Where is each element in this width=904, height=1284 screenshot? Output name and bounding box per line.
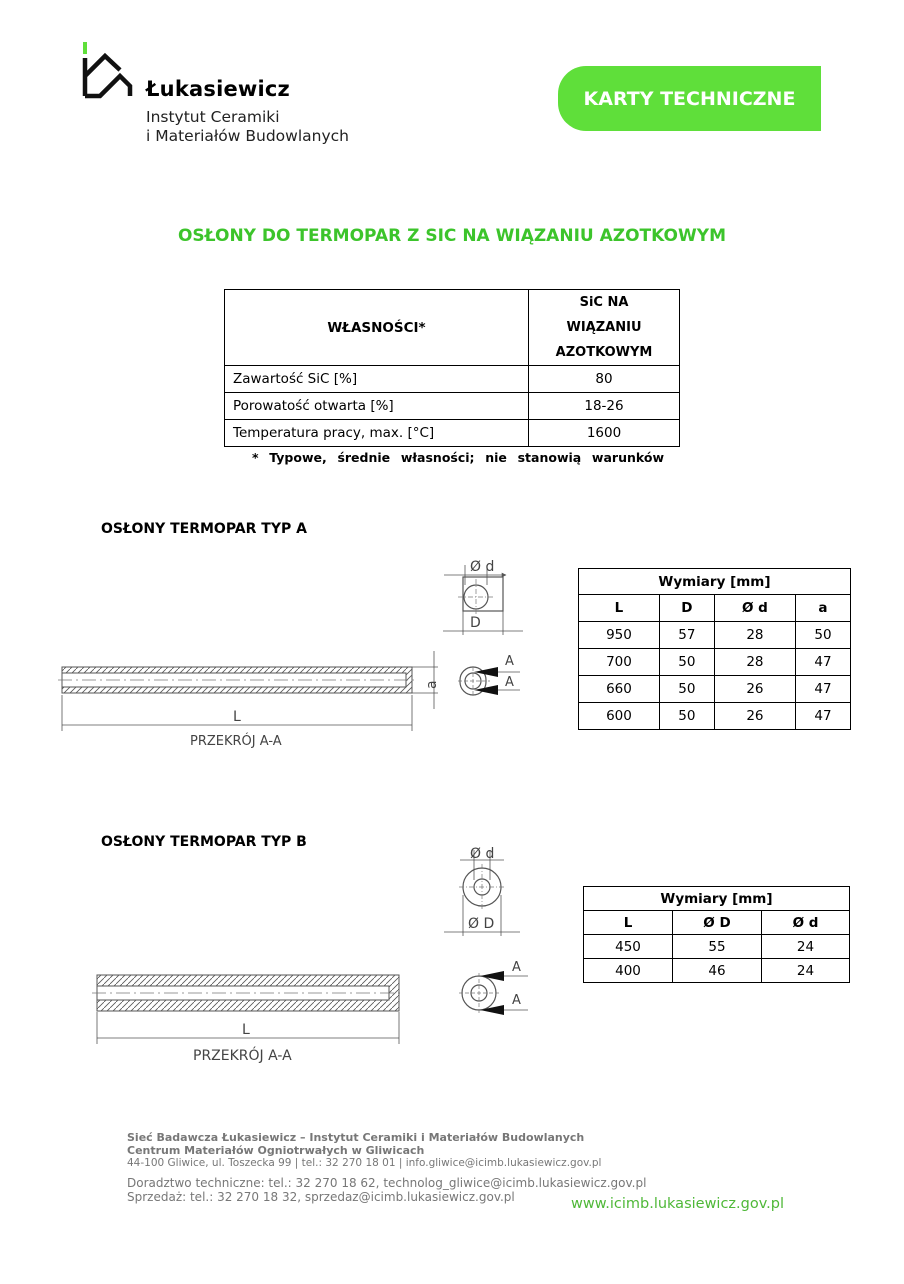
logo-subtitle-1: Instytut Ceramiki	[146, 108, 280, 126]
table-header-row	[579, 595, 851, 622]
type-b-label-A-bottom: A	[512, 993, 521, 1008]
table-cell: 50	[659, 676, 714, 703]
type-b-label-A-top: A	[512, 960, 521, 975]
column-header: L	[579, 595, 660, 622]
property-value: 1600	[529, 420, 680, 447]
table-cell: 57	[659, 622, 714, 649]
type-a-label-L: L	[233, 709, 241, 725]
header-material-line-3: AZOTKOWYM	[555, 345, 653, 360]
footer-line-1: Sieć Badawcza Łukasiewicz – Instytut Ceramiki i Materiałów Budowlanych	[127, 1131, 585, 1144]
section-b-title: OSŁONY TERMOPAR TYP B	[101, 834, 307, 850]
type-a-label-d: Ø d	[470, 559, 495, 575]
property-value: 18-26	[529, 393, 680, 420]
table-cell: 400	[584, 959, 673, 983]
table-cell: 47	[795, 676, 850, 703]
type-a-drawing	[40, 555, 580, 755]
type-b-label-d: Ø d	[470, 846, 495, 862]
type-a-label-A-top: A	[505, 654, 514, 669]
column-header: a	[795, 595, 850, 622]
table-row	[579, 649, 851, 676]
table-caption-row	[584, 887, 850, 911]
table-row	[579, 703, 851, 730]
table-caption: Wymiary [mm]	[579, 569, 851, 595]
type-a-section-label: PRZEKRÓJ A-A	[190, 734, 282, 749]
type-b-drawing	[80, 840, 560, 1070]
table-cell: 450	[584, 935, 673, 959]
table-header-row	[584, 911, 850, 935]
table-cell: 26	[714, 703, 795, 730]
page-title: OSŁONY DO TERMOPAR Z SIC NA WIĄZANIU AZOTKOWYM	[177, 226, 726, 246]
header-material-line-2: WIĄZANIU	[566, 320, 642, 335]
table-cell: 24	[762, 935, 850, 959]
type-b-section-label: PRZEKRÓJ A-A	[193, 1048, 292, 1064]
table-row	[584, 935, 850, 959]
properties-header-label: WŁASNOŚCI*	[225, 290, 529, 366]
property-value: 80	[529, 366, 680, 393]
footer-line-2: Centrum Materiałów Ogniotrwałych w Gliwicach	[127, 1144, 425, 1157]
footer-address: 44-100 Gliwice, ul. Toszecka 99 | tel.: 32 270 18 01 | info.gliwice@icimb.lukasiewicz.gov.pl	[127, 1157, 602, 1169]
type-b-label-L: L	[242, 1022, 250, 1038]
column-header: Ø d	[714, 595, 795, 622]
table-cell: 50	[795, 622, 850, 649]
column-header: Ø D	[673, 911, 762, 935]
table-row	[584, 959, 850, 983]
section-a-title: OSŁONY TERMOPAR TYP A	[101, 521, 307, 537]
table-row	[579, 676, 851, 703]
table-cell: 55	[673, 935, 762, 959]
table-row	[225, 393, 680, 420]
footer-technical-advice: Doradztwo techniczne: tel.: 32 270 18 62, technolog_gliwice@icimb.lukasiewicz.gov.pl	[127, 1176, 647, 1190]
type-b-dimensions-table	[583, 886, 850, 983]
properties-footnote: * Typowe, średnie własności; nie stanowią warunków	[252, 450, 664, 465]
table-cell: 28	[714, 622, 795, 649]
table-cell: 28	[714, 649, 795, 676]
table-caption-row	[579, 569, 851, 595]
column-header: D	[659, 595, 714, 622]
type-a-label-a: a	[424, 680, 440, 689]
column-header: L	[584, 911, 673, 935]
header-material-line-1: SiC NA	[579, 295, 629, 310]
table-cell: 47	[795, 649, 850, 676]
karty-techniczne-badge: KARTY TECHNICZNE	[558, 66, 821, 131]
column-header: Ø d	[762, 911, 850, 935]
logo-name: Łukasiewicz	[146, 77, 290, 101]
properties-header-material	[529, 290, 680, 366]
type-a-dimensions-table	[578, 568, 851, 730]
logo-subtitle-2: i Materiałów Budowlanych	[146, 127, 349, 145]
footer-sales: Sprzedaż: tel.: 32 270 18 32, sprzedaz@icimb.lukasiewicz.gov.pl	[127, 1190, 515, 1204]
table-row	[579, 622, 851, 649]
type-a-label-A-bottom: A	[505, 675, 514, 690]
type-b-label-D: Ø D	[468, 916, 495, 932]
table-cell: 47	[795, 703, 850, 730]
properties-table	[224, 289, 680, 447]
table-cell: 46	[673, 959, 762, 983]
table-cell: 700	[579, 649, 660, 676]
table-cell: 24	[762, 959, 850, 983]
lukasiewicz-logo-icon	[80, 40, 136, 100]
footer-website-link[interactable]: www.icimb.lukasiewicz.gov.pl	[571, 1196, 785, 1212]
table-cell: 600	[579, 703, 660, 730]
properties-header-row	[225, 290, 680, 366]
table-cell: 26	[714, 676, 795, 703]
table-caption: Wymiary [mm]	[584, 887, 850, 911]
table-row	[225, 420, 680, 447]
type-a-label-D: D	[470, 615, 481, 631]
table-cell: 50	[659, 649, 714, 676]
table-cell: 50	[659, 703, 714, 730]
table-cell: 950	[579, 622, 660, 649]
property-name: Temperatura pracy, max. [°C]	[225, 420, 529, 447]
property-name: Porowatość otwarta [%]	[225, 393, 529, 420]
table-row	[225, 366, 680, 393]
table-cell: 660	[579, 676, 660, 703]
property-name: Zawartość SiC [%]	[225, 366, 529, 393]
